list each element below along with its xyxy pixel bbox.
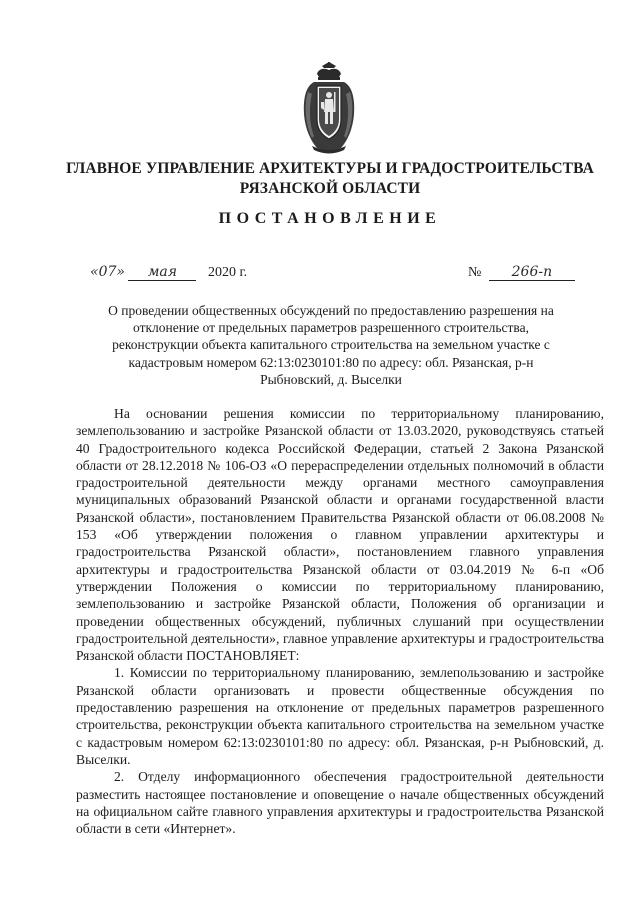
organization-title-line-1: ГЛАВНОЕ УПРАВЛЕНИЕ АРХИТЕКТУРЫ И ГРАДОСТРОИТЕЛЬСТВА [66,160,594,177]
number-value: 266-п [489,264,575,281]
document-subject: О проведении общественных обсуждений по предоставлению разрешения на отклонение от предельных параметров разрешенного строительства, реконструкции объекта капитального строительства на земельном участке с кадастровым номером 62:13:0230101:80 по адресу: обл. Рязанская, р-н Рыбновский, д. Выселки [108,303,554,387]
date-day: «07» [90,264,125,280]
date-year: 2020 г. [207,265,248,280]
number-prefix: № [468,265,482,280]
body-paragraph-item-2: 2. Отделу информационного обеспечения градостроительной деятельности разместить настоящее постановление и оповещение о начале общественных обсуждений на официальном сайте главного управления архитектуры и градостроительства Рязанской области в сети «Интернет». [76,769,604,837]
date-month: мая [128,264,196,281]
document-body [76,405,604,837]
organization-title-line-2: РЯЗАНСКОЙ ОБЛАСТИ [239,180,421,197]
document-date [90,264,247,281]
document-number [468,264,575,281]
ryazan-coat-of-arms-icon [300,62,358,154]
body-paragraph-item-1: 1. Комиссии по территориальному планированию, землепользованию и застройке Рязанской области организовать и провести общественные обсуждения по предоставлению разрешения на отклонение от предельных параметров разрешенного строительства, реконструкции объекта капитального строительства на земельном участке с кадастровым номером 62:13:0230101:80 по адресу: обл. Рязанская, р-н Рыбновский, д. Выселки. [76,665,604,767]
body-paragraph-preamble: На основании решения комиссии по территориальному планированию, землепользованию и застройке Рязанской области от 13.03.2020, руководствуясь статьей 40 Градостроительного кодекса Российской Федерации, статьей 2 Закона Рязанской области от 28.12.2018 № 106-ОЗ «О перераспределении отдельных полномочий в области градостроительной деятельности между органами местного самоуправления муниципальных образований Рязанской области и органами государственной власти Рязанской области», постановлением Правительства Рязанской области от 06.08.2008 № 153 «Об утверждении положения о главном управлении архитектуры и градостроительства Рязанской области», постановлением главного управления архитектуры и градостроительства Рязанской области от 03.04.2019 № 6-п «Об утверждении Положения о комиссии по территориальному планированию, землепользованию и застройке Рязанской области, Положения об организации и проведении общественных обсуждений, публичных слушаний при осуществлении градостроительной деятельности», главное управление архитектуры и градостроительства Рязанской области ПОСТАНОВЛЯЕТ: [76,406,604,664]
document-type-heading: ПОСТАНОВЛЕНИЕ [218,210,442,227]
